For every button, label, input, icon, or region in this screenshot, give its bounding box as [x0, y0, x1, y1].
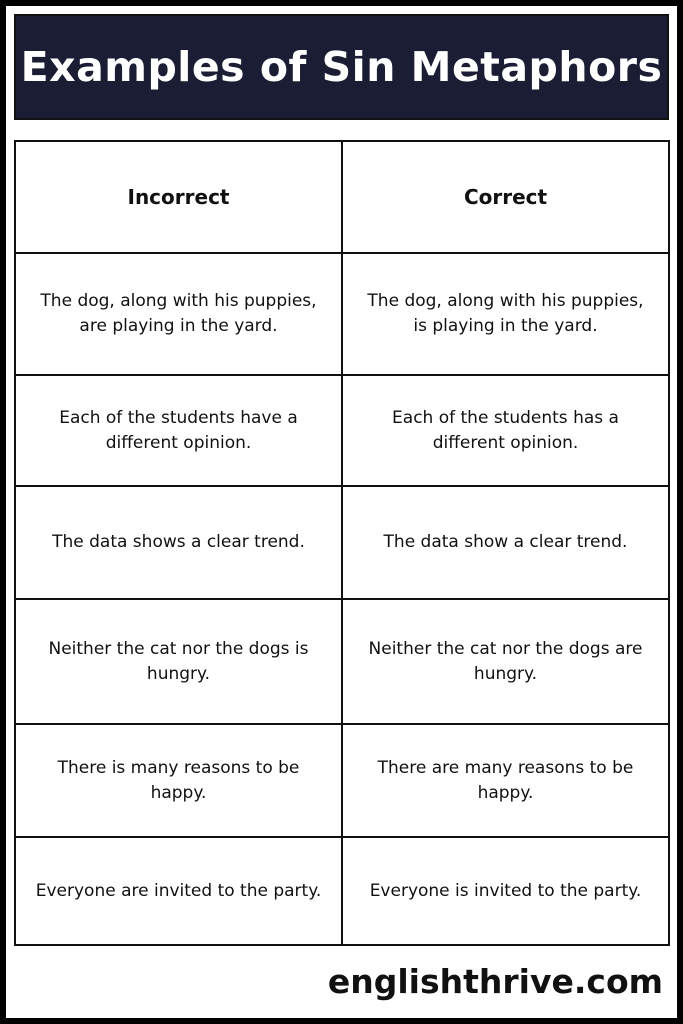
header-correct: Correct	[342, 141, 669, 253]
incorrect-cell: The dog, along with his puppies, are playing in the yard.	[15, 253, 342, 375]
correct-cell: Each of the students has a different opinion.	[342, 375, 669, 486]
table-row	[15, 375, 669, 486]
table-row	[15, 486, 669, 599]
correct-cell: The data show a clear trend.	[342, 486, 669, 599]
table-row	[15, 599, 669, 724]
correct-cell: The dog, along with his puppies, is playing in the yard.	[342, 253, 669, 375]
correct-cell: There are many reasons to be happy.	[342, 724, 669, 837]
table-row	[15, 724, 669, 837]
correct-cell: Everyone is invited to the party.	[342, 837, 669, 945]
examples-table	[14, 140, 670, 946]
incorrect-cell: Each of the students have a different opinion.	[15, 375, 342, 486]
title-banner	[14, 14, 669, 120]
incorrect-cell: The data shows a clear trend.	[15, 486, 342, 599]
table-row	[15, 253, 669, 375]
incorrect-cell: There is many reasons to be happy.	[15, 724, 342, 837]
page-title: Examples of Sin Metaphors	[20, 43, 663, 91]
page-frame	[6, 6, 677, 1018]
table-header-row	[15, 141, 669, 253]
site-url: englishthrive.com	[327, 962, 663, 1001]
incorrect-cell: Neither the cat nor the dogs is hungry.	[15, 599, 342, 724]
table-row	[15, 837, 669, 945]
incorrect-cell: Everyone are invited to the party.	[15, 837, 342, 945]
header-incorrect: Incorrect	[15, 141, 342, 253]
correct-cell: Neither the cat nor the dogs are hungry.	[342, 599, 669, 724]
